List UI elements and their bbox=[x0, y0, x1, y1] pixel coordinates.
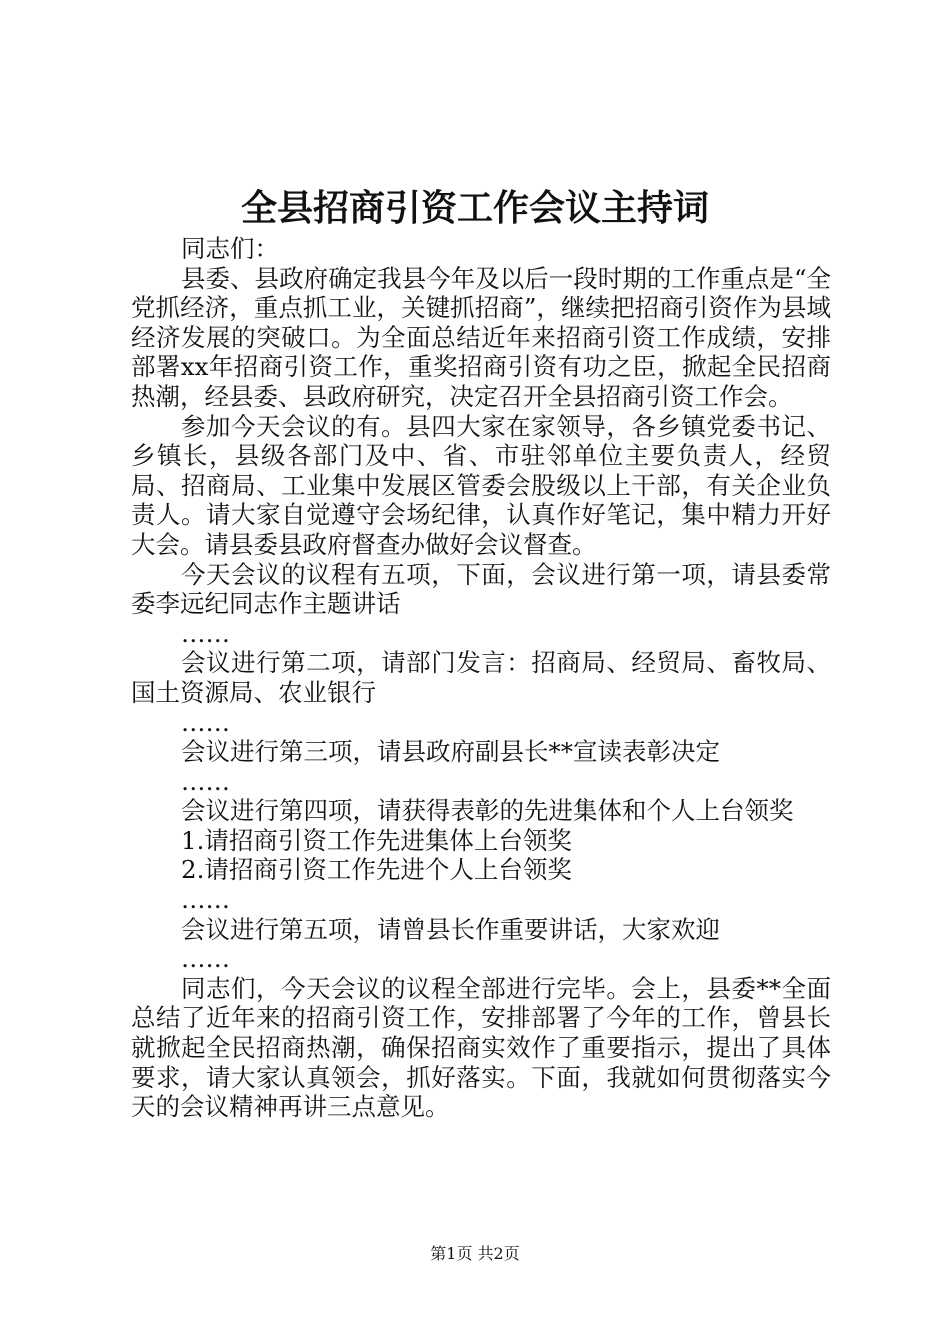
paragraph-greeting: 同志们： bbox=[181, 234, 279, 263]
document-body bbox=[131, 234, 831, 1122]
ellipsis-line: …… bbox=[181, 766, 230, 796]
list-item-individual-award: 2.请招商引资工作先进个人上台领奖 bbox=[181, 855, 572, 885]
paragraph-agenda-item-1: 今天会议的议程有五项，下面，会议进行第一项，请县委常委李远纪同志作主题讲话 bbox=[131, 559, 831, 619]
paragraph-attendees: 参加今天会议的有。县四大家在家领导，各乡镇党委书记、乡镇长，县级各部门及中、省、市驻邻单位主要负责人，经贸局、招商局、工业集中发展区管委会股级以上干部，有关企业负责人。请大家自觉遵守会场纪律，认真作好笔记，集中精力开好大会。请县委县政府督查办做好会议督查。 bbox=[131, 411, 831, 559]
ellipsis-line: …… bbox=[181, 618, 230, 648]
paragraph-agenda-item-5: 会议进行第五项，请曾县长作重要讲话，大家欢迎 bbox=[181, 914, 720, 944]
paragraph-agenda-item-3: 会议进行第三项，请县政府副县长**宣读表彰决定 bbox=[181, 737, 720, 767]
page-footer: 第1页 共2页 bbox=[430, 1244, 520, 1263]
paragraph-agenda-item-2: 会议进行第二项，请部门发言：招商局、经贸局、畜牧局、国土资源局、农业银行 bbox=[131, 648, 831, 707]
list-item-collective-award: 1.请招商引资工作先进集体上台领奖 bbox=[181, 825, 572, 855]
paragraph-agenda-item-4: 会议进行第四项，请获得表彰的先进集体和个人上台领奖 bbox=[181, 796, 794, 826]
paragraph-intro: 县委、县政府确定我县今年及以后一段时期的工作重点是“全党抓经济，重点抓工业，关键抓招商”，继续把招商引资作为县域经济发展的突破口。为全面总结近年来招商引资工作成绩，安排部署xx年招商引资工作，重奖招商引资有功之臣，掀起全民招商热潮，经县委、县政府研究，决定召开全县招商引资工作会。 bbox=[131, 263, 831, 411]
ellipsis-line: …… bbox=[181, 944, 230, 974]
ellipsis-line: …… bbox=[181, 885, 230, 915]
ellipsis-line: …… bbox=[181, 707, 230, 737]
paragraph-closing: 同志们，今天会议的议程全部进行完毕。会上，县委**全面总结了近年来的招商引资工作，安排部署了今年的工作，曾县长就掀起全民招商热潮，确保招商实效作了重要指示，提出了具体要求，请大家认真领会，抓好落实。下面，我就如何贯彻落实今天的会议精神再讲三点意见。 bbox=[131, 973, 831, 1122]
document-title: 全县招商引资工作会议主持词 bbox=[240, 187, 709, 229]
